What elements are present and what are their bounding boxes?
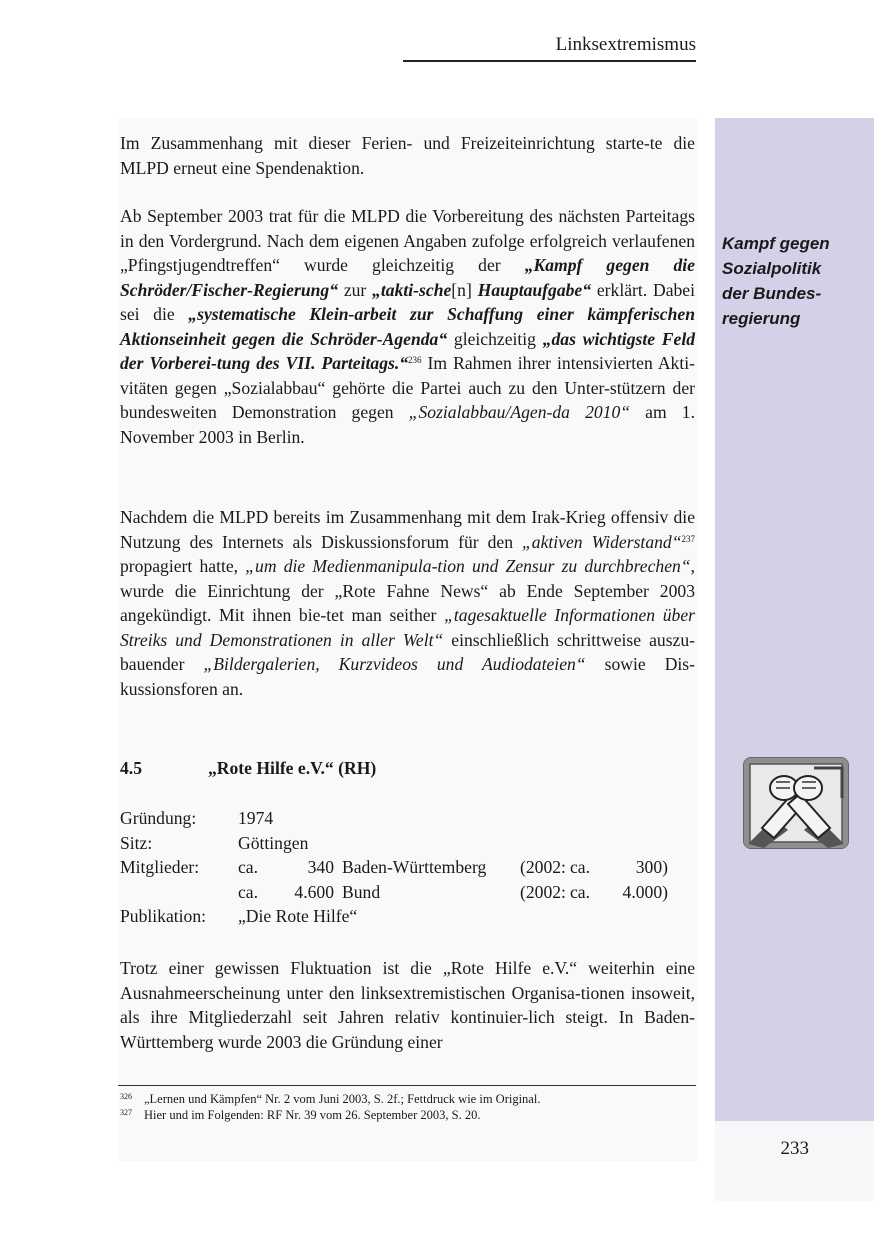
- members-prev-ca: ca.: [570, 881, 591, 902]
- footnote-divider: [118, 1085, 696, 1086]
- members-ca: ca.: [238, 857, 259, 877]
- paragraph-4: [120, 956, 695, 1054]
- paragraph-text: Trotz einer gewissen Fluktuation ist die „Rote Hilfe e.V.“ weiterhin eine Ausnahmeerscheinung unter den linksextremistischen Organisa-tionen insoweit, als ihre Mitgliederzahl seit Jahren relativ kontinuier-lich steigt. In Baden-Württemberg wurde 2003 die Gründung einer: [120, 958, 695, 1052]
- footnote-text: Hier und im Folgenden: RF Nr. 39 vom 26. September 2003, S. 20.: [144, 1108, 481, 1122]
- italic-quote: „Bildergalerien, Kurzvideos und Audiodateien“: [203, 654, 586, 674]
- paragraph-text: gleichzeitig: [447, 328, 543, 349]
- paragraph-text: einschließlich schrittweise auszu-bauender: [120, 629, 696, 674]
- italic-quote: „um die Medienmanipula-tion und Zensur zu durchbrechen“: [245, 556, 691, 576]
- members-label: Mitglieder:: [120, 857, 200, 877]
- facts-table: [120, 806, 695, 929]
- publication-label: Publikation:: [120, 906, 207, 926]
- members-prev: (2002:: [520, 857, 566, 877]
- bold-quote: „Kampf gegen die Schröder/Fischer-Regierung“: [120, 255, 695, 300]
- footnote-number: 327: [120, 1108, 132, 1117]
- bold-quote: „takti-sche: [372, 279, 452, 300]
- members-count: 340: [307, 857, 334, 877]
- paragraph-text: [n]: [451, 279, 478, 300]
- members-count: 4.600: [294, 881, 334, 902]
- paragraph-3: [120, 505, 695, 701]
- facts-row-members: [120, 880, 695, 905]
- paragraph-2: [120, 204, 695, 449]
- bold-quote: wichtigste Feld der Vorberei-tung des VII. Parteitags.“: [120, 328, 696, 373]
- paragraph-text: Im Rahmen ihrer intensivierten Akti-vitäten gegen „Sozialabbau“ gehörte die Partei auch zu den Unter-stützern der bundesweiten Demonstration gegen: [120, 353, 695, 422]
- bold-quote: „systematische Klein-arbeit zur Schaffung einer kämpferischen Aktionseinheit gegen die Schröder-Agenda“: [120, 304, 695, 349]
- members-region: Bund: [342, 881, 381, 902]
- facts-row-publication: [120, 904, 695, 929]
- paragraph-text: sowie Dis-kussionsforen an.: [120, 654, 695, 699]
- facts-row-members: [120, 855, 695, 880]
- italic-quote: „aktiven Widerstand“: [522, 531, 682, 552]
- margin-note-line: Sozialpolitik: [722, 259, 822, 278]
- paragraph-1: [120, 131, 695, 180]
- paragraph-text: propagiert hatte,: [120, 556, 246, 576]
- members-prev: (2002:: [520, 881, 566, 902]
- members-ca: ca.: [238, 881, 259, 902]
- paragraph-text: am 1. November 2003 in Berlin.: [120, 402, 695, 447]
- members-label-empty: [120, 880, 238, 905]
- publication-value: „Die Rote Hilfe“: [238, 906, 358, 926]
- bold-quote: Hauptaufgabe“: [477, 279, 592, 300]
- paragraph-text: erklärt. Dabei sei die: [120, 279, 695, 324]
- seat-value: Göttingen: [238, 832, 309, 853]
- margin-note: [722, 231, 862, 331]
- margin-note-line: der Bundes-: [722, 284, 822, 303]
- running-header: Linksextremismus: [403, 34, 696, 62]
- footnote-ref: 237: [681, 533, 695, 544]
- footnote: [120, 1091, 695, 1107]
- facts-row-seat: [120, 831, 695, 856]
- page-number: 233: [780, 1138, 809, 1159]
- margin-note-line: Kampf gegen: [722, 234, 830, 253]
- italic-quote: „tagesaktuelle Informationen über Streiks und Demonstrationen in aller Welt“: [120, 605, 695, 650]
- footnotes: [120, 1091, 695, 1123]
- footnote-number: 326: [120, 1092, 132, 1101]
- footnote: [120, 1107, 695, 1123]
- footnote-text: „Lernen und Kämpfen“ Nr. 2 vom Juni 2003, S. 2f.; Fettdruck wie im Original.: [144, 1092, 541, 1106]
- paragraph-text: , wurde die Einrichtung der „Rote Fahne News“ ab Ende September 2003 angekündigt. Mit ihnen bie-tet man seither: [120, 556, 695, 625]
- bold-quote: „das: [542, 328, 576, 349]
- paragraph-text: zur: [338, 279, 373, 300]
- margin-note-line: regierung: [722, 309, 801, 328]
- italic-quote: „Sozialabbau/Agen-da 2010“: [408, 402, 631, 422]
- footnote-ref: 236: [408, 355, 422, 365]
- seat-label: Sitz:: [120, 832, 153, 853]
- members-region: Baden-Württemberg: [342, 857, 487, 877]
- section-number: 4.5: [120, 758, 142, 778]
- founding-label: Gründung:: [120, 808, 197, 828]
- crossed-fists-icon: [743, 757, 849, 849]
- paragraph-text: Ab September 2003 trat für die MLPD die Vorbereitung des nächsten Parteitags in den Vordergrund. Nach dem eigenen Angaben zufolge erfolgreich verlaufenen „Pfingstjugendtreffen“ wurde gleichzeitig der: [120, 206, 695, 275]
- founding-value: 1974: [238, 808, 274, 828]
- members-prev-value: 300): [635, 857, 668, 877]
- members-prev-ca: ca.: [570, 857, 591, 877]
- sidebar-footer: [715, 1121, 874, 1201]
- section-title: „Rote Hilfe e.V.“ (RH): [208, 758, 377, 778]
- section-heading: [120, 756, 695, 780]
- facts-row-founding: [120, 806, 695, 831]
- paragraph-text: Im Zusammenhang mit dieser Ferien- und Freizeiteinrichtung starte-te die MLPD erneut eine Spendenaktion.: [120, 133, 695, 178]
- members-prev-value: 4.000): [622, 881, 668, 902]
- paragraph-text: Nachdem die MLPD bereits im Zusammenhang mit dem Irak-Krieg offensiv die Nutzung des Internets als Diskussionsforum für den: [120, 507, 695, 552]
